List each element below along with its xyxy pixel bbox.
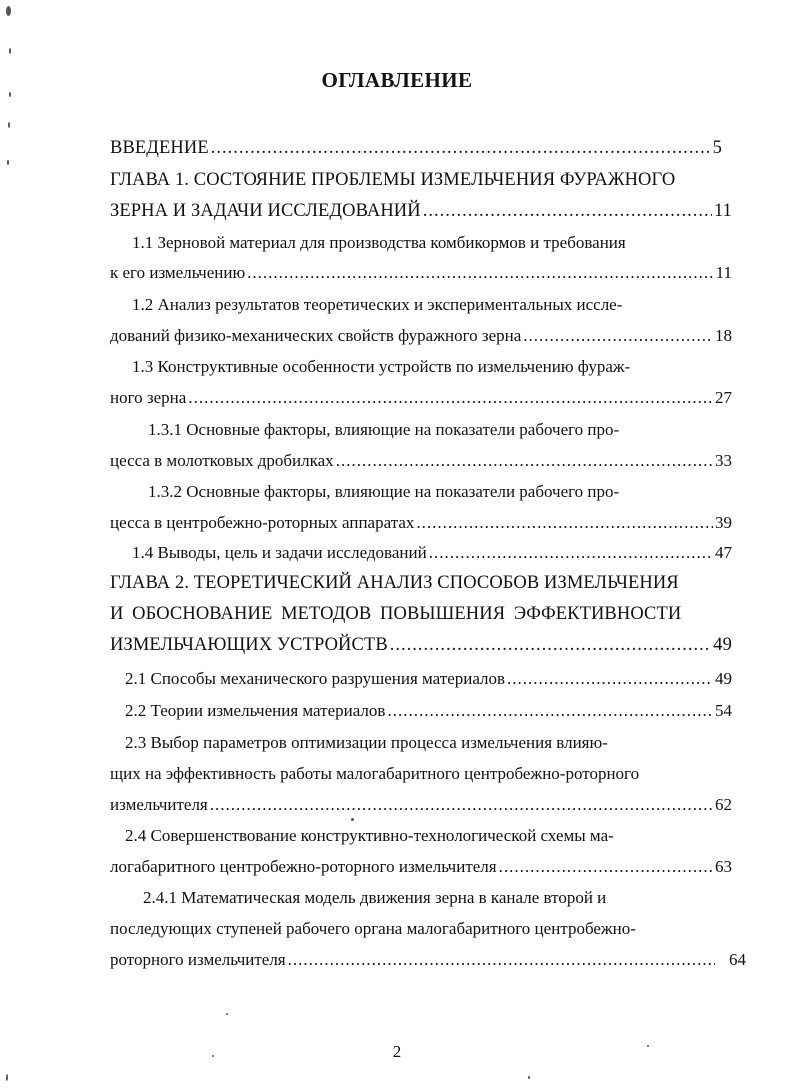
scan-speck — [647, 1045, 649, 1047]
scan-speck — [6, 1074, 8, 1081]
toc-page-number: 11 — [713, 201, 732, 221]
scan-speck — [9, 92, 11, 97]
scan-speck — [7, 160, 9, 165]
toc-entry-text: 2.1 Способы механического разрушения материалов — [125, 669, 506, 688]
page-number: 2 — [392, 1042, 402, 1061]
dot-leader — [210, 795, 713, 815]
dot-leader — [507, 669, 713, 689]
toc-entry-text: ИЗМЕЛЬЧАЮЩИХ УСТРОЙСТВ — [110, 635, 388, 655]
toc-entry-text: ВВЕДЕНИЕ — [110, 138, 209, 158]
toc-entry-text: ЗЕРНА И ЗАДАЧИ ИССЛЕДОВАНИЙ — [110, 201, 421, 221]
toc-entry-text: 1.4 Выводы, цель и задачи исследований — [132, 543, 427, 562]
scan-speck — [528, 1076, 530, 1079]
toc-line-text: 2.4.1 Математическая модель движения зерна в канале второй и — [143, 888, 607, 907]
toc-entry-text: 2.2 Теории измельчения материалов — [125, 701, 386, 720]
toc-page-number: 39 — [715, 513, 732, 532]
scan-speck — [351, 818, 354, 821]
dot-leader — [499, 857, 713, 877]
toc-line-text: ГЛАВА 2. ТЕОРЕТИЧЕСКИЙ АНАЛИЗ СПОСОБОВ ИЗМЕЛЬЧЕНИЯ — [110, 573, 679, 593]
toc-page-number: 63 — [715, 857, 732, 876]
dot-leader — [188, 388, 713, 408]
toc-entry-2-4-1[interactable] — [110, 950, 746, 970]
page-title: ОГЛАВЛЕНИЕ — [321, 68, 473, 92]
toc-entry-text: дований физико-механических свойств фуражного зерна — [110, 326, 522, 345]
toc-entry-1-1[interactable] — [110, 263, 732, 283]
toc-entry-text: к его измельчению — [110, 263, 246, 282]
dot-leader — [211, 138, 711, 158]
toc-line-text: последующих ступеней рабочего органа малогабаритного центробежно- — [110, 919, 636, 938]
dot-leader — [288, 950, 715, 970]
toc-line-text: 1.3.2 Основные факторы, влияющие на показатели рабочего про- — [148, 482, 620, 501]
toc-entry-1-3-1[interactable] — [110, 451, 732, 471]
toc-page-number: 33 — [715, 451, 732, 470]
toc-page-number: 27 — [715, 388, 732, 407]
toc-line — [132, 233, 694, 253]
toc-chapter-heading-line — [110, 573, 696, 593]
toc-line — [148, 420, 694, 440]
toc-entry-1-3[interactable] — [110, 388, 732, 408]
toc-entry-text: измельчителя — [110, 795, 208, 814]
toc-line-text: 1.3.1 Основные факторы, влияющие на показатели рабочего про- — [148, 420, 620, 439]
toc-entry-1-3-2[interactable] — [110, 513, 732, 533]
dot-leader — [423, 201, 712, 221]
toc-page-number: 49 — [713, 635, 732, 655]
toc-entry-text: ного зерна — [110, 388, 187, 407]
toc-page-number: 54 — [715, 701, 732, 720]
dot-leader — [390, 635, 712, 655]
toc-page-number: 11 — [715, 263, 732, 282]
dot-leader — [416, 513, 713, 533]
toc-entry-2-4[interactable] — [110, 857, 732, 877]
toc-entry-text: логабаритного центробежно-роторного измельчителя — [110, 857, 497, 876]
toc-line-text: 1.3 Конструктивные особенности устройств по измельчению фураж- — [132, 357, 631, 376]
toc-page-number: 18 — [715, 326, 732, 345]
scan-speck — [212, 1055, 214, 1057]
toc-line-text: 1.2 Анализ результатов теоретических и экспериментальных иссле- — [132, 295, 623, 314]
scan-speck — [9, 48, 11, 54]
toc-entry-1-4[interactable] — [132, 543, 732, 563]
toc-line — [110, 919, 696, 939]
toc-line — [132, 295, 694, 315]
toc-entry-2-1[interactable] — [125, 669, 732, 689]
dot-leader — [336, 451, 713, 471]
toc-line — [110, 764, 694, 784]
toc-chapter-heading-line — [110, 604, 696, 624]
toc-line-text: щих на эффективность работы малогабаритного центробежно-роторного — [110, 764, 640, 783]
dot-leader — [247, 263, 713, 283]
toc-line — [125, 826, 694, 846]
dot-leader — [387, 701, 713, 721]
toc-page-number: 47 — [715, 543, 732, 562]
toc-line — [143, 888, 696, 908]
toc-entry-introduction[interactable] — [110, 138, 722, 158]
toc-page-number: 5 — [712, 138, 722, 158]
toc-line-text: 2.3 Выбор параметров оптимизации процесса измельчения влияю- — [125, 733, 608, 752]
toc-line-text: ГЛАВА 1. СОСТОЯНИЕ ПРОБЛЕМЫ ИЗМЕЛЬЧЕНИЯ ФУРАЖНОГО — [110, 170, 676, 190]
toc-page-number: 62 — [715, 795, 732, 814]
toc-line-text: 2.4 Совершенствование конструктивно-технологической схемы ма- — [125, 826, 614, 845]
scan-speck — [226, 1013, 228, 1015]
scan-speck — [6, 6, 11, 16]
toc-entry-chapter-2[interactable] — [110, 635, 732, 655]
dot-leader — [523, 326, 713, 346]
toc-line — [148, 482, 694, 502]
toc-line — [125, 733, 694, 753]
toc-chapter-heading-line — [110, 170, 696, 190]
toc-page-number: 64 — [729, 950, 746, 969]
toc-line — [132, 357, 694, 377]
toc-entry-text: цесса в молотковых дробилках — [110, 451, 334, 470]
toc-entry-1-2[interactable] — [110, 326, 732, 346]
toc-entry-chapter-1[interactable] — [110, 201, 732, 221]
toc-line-text: 1.1 Зерновой материал для производства комбикормов и требования — [132, 233, 626, 252]
toc-entry-2-3[interactable] — [110, 795, 732, 815]
toc-line-text: И ОБОСНОВАНИЕ МЕТОДОВ ПОВЫШЕНИЯ ЭФФЕКТИВНОСТИ — [110, 604, 682, 624]
toc-entry-text: цесса в центробежно-роторных аппаратах — [110, 513, 415, 532]
toc-entry-text: роторного измельчителя — [110, 950, 286, 969]
scan-speck — [8, 122, 10, 128]
toc-page-number: 49 — [715, 669, 732, 688]
dot-leader — [429, 543, 713, 563]
toc-entry-2-2[interactable] — [125, 701, 732, 721]
